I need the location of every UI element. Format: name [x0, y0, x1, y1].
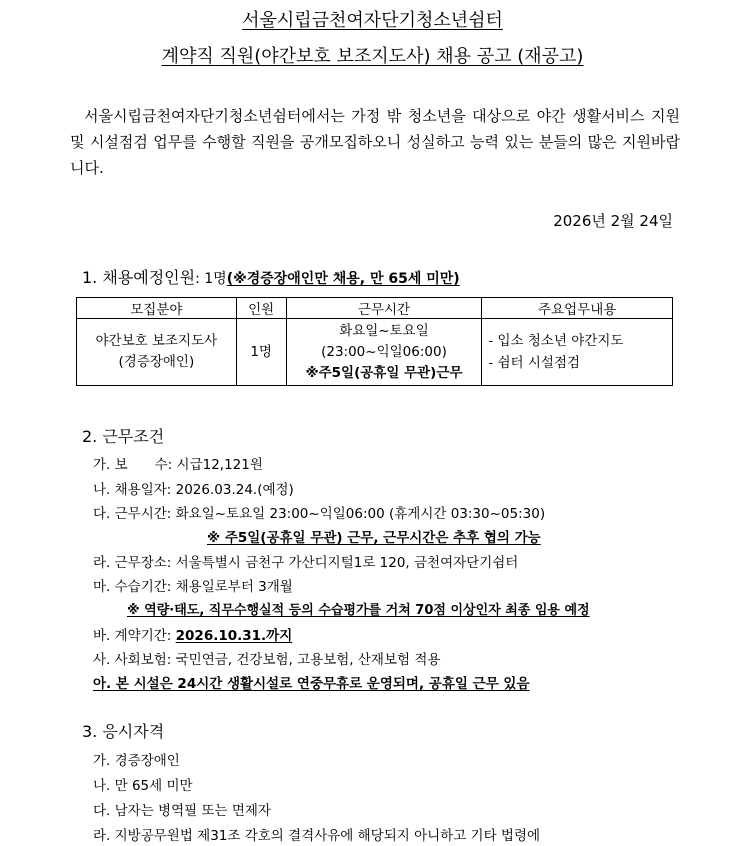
cell-hours	[286, 319, 482, 386]
condition-hire-date: 나. 채용일자: 2026.03.24.(예정)	[93, 482, 294, 498]
recruitment-table	[76, 297, 673, 386]
field-line2: (경증장애인)	[118, 354, 195, 370]
notice-title-position: 계약직 직원(야간보호 보조지도사) 채용 공고 (재공고)	[161, 46, 584, 67]
table-header-row	[77, 298, 673, 319]
section1-heading: 1. 채용예정인원	[82, 268, 196, 287]
section2-heading: 2. 근무조건	[82, 427, 165, 446]
section3-heading: 3. 응시자격	[82, 722, 165, 741]
condition-location: 라. 근무장소: 서울특별시 금천구 가산디지털1로 120, 금천여자단기쉼터	[93, 555, 519, 571]
col-header-field: 모집분야	[77, 298, 237, 319]
section1-header	[82, 265, 460, 288]
duty-line1: - 입소 청소년 야간지도	[488, 333, 624, 349]
contract-label: 바. 계약기간:	[93, 628, 176, 644]
cell-count: 1명	[236, 319, 286, 386]
notice-date: 2026년 2월 24일	[553, 212, 673, 230]
condition-pay: 가. 보 수: 시급12,121원	[93, 457, 263, 473]
qualification-disability: 가. 경증장애인	[93, 753, 180, 769]
condition-hours: 다. 근무시간: 화요일~토요일 23:00~익일06:00 (휴게시간 03:30~05:30)	[93, 506, 546, 522]
cell-duties	[482, 319, 673, 386]
qualification-legal: 라. 지방공무원법 제31조 각호의 결격사유에 해당되지 아니하고 기타 법령에	[93, 828, 541, 844]
cell-field	[77, 319, 237, 386]
condition-insurance: 사. 사회보험: 국민연금, 건강보험, 고용보험, 산재보험 적용	[93, 652, 441, 668]
hours-line1: 화요일~토요일	[339, 322, 429, 339]
section1-count: : 1명	[195, 271, 227, 287]
condition-probation-note: ※ 역량·태도, 직무수행실적 등의 수습평가를 거쳐 70점 이상인자 최종 임용 예정	[127, 603, 590, 618]
qualification-age: 나. 만 65세 미만	[93, 778, 193, 794]
section1-note: (※경증장애인만 채용, 만 65세 미만)	[226, 271, 460, 287]
hours-line2: (23:00~익일06:00)	[321, 343, 447, 360]
condition-hours-note: ※ 주5일(공휴일 무관) 근무, 근무시간은 추후 협의 가능	[207, 530, 541, 546]
condition-contract	[93, 624, 292, 644]
table-row	[77, 319, 673, 386]
notice-title-org: 서울시립금천여자단기청소년쉼터	[242, 10, 503, 31]
condition-operation-note: 아. 본 시설은 24시간 생활시설로 연중무휴로 운영되며, 공휴일 근무 있음	[93, 676, 530, 692]
contract-end-date: 2026.10.31.까지	[175, 628, 293, 644]
qualification-military: 다. 남자는 병역필 또는 면제자	[93, 803, 271, 819]
intro-paragraph: 서울시립금천여자단기청소년쉼터에서는 가정 밖 청소년을 대상으로 야간 생활서비스 지원 및 시설점검 업무를 수행할 직원을 공개모집하오니 성실하고 능력 있는 분들의 많은 지원바랍니다.	[70, 107, 680, 177]
col-header-count: 인원	[236, 298, 286, 319]
duty-line2: - 쉼터 시설점검	[488, 355, 581, 371]
field-line1: 야간보호 보조지도사	[95, 333, 218, 349]
condition-probation: 마. 수습기간: 채용일로부터 3개월	[93, 579, 293, 595]
hours-line3: ※주5일(공휴일 무관)근무	[305, 364, 463, 381]
col-header-hours: 근무시간	[286, 298, 482, 319]
col-header-duties: 주요업무내용	[482, 298, 673, 319]
